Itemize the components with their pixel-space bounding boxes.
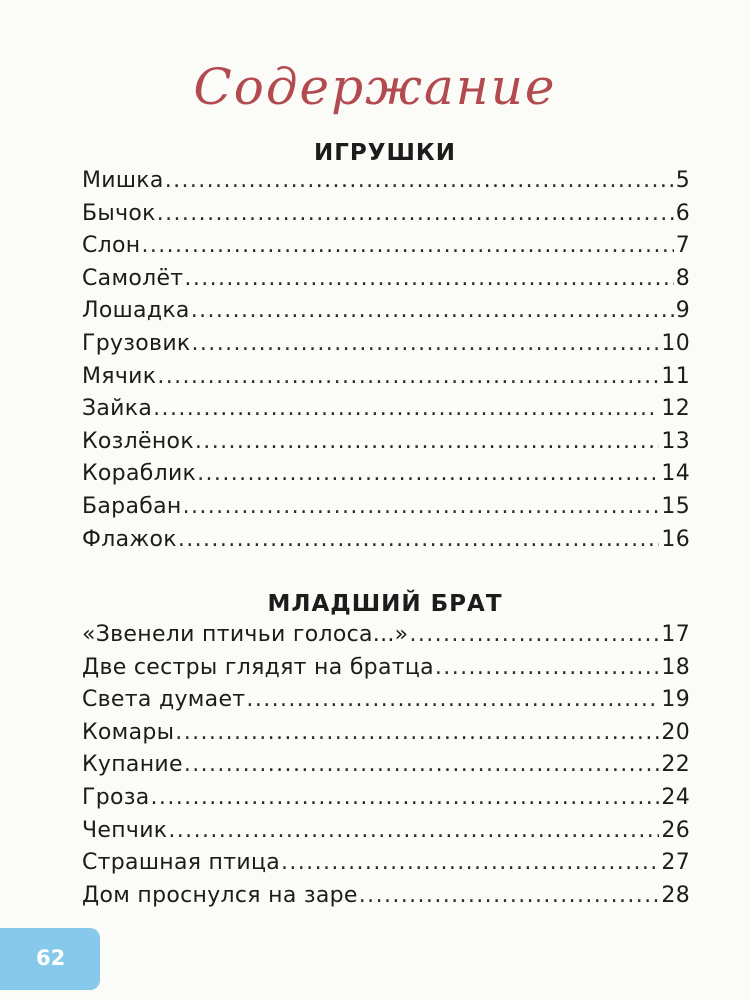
toc-entry-page-number: 5 bbox=[675, 168, 690, 193]
page-title: Содержание bbox=[193, 58, 557, 116]
toc-entry-page-number: 13 bbox=[661, 428, 690, 454]
toc-entry-page-number: 8 bbox=[675, 265, 690, 291]
toc-entry[interactable] bbox=[82, 850, 690, 883]
dot-leader bbox=[192, 331, 660, 356]
toc-list-toys bbox=[82, 168, 690, 559]
toc-entry-title: Комары bbox=[82, 719, 175, 745]
toc-entry[interactable] bbox=[82, 461, 690, 494]
toc-entry-page-number: 7 bbox=[675, 233, 690, 259]
toc-entry[interactable] bbox=[82, 720, 690, 753]
toc-entry-title: Лошадка bbox=[82, 298, 190, 324]
toc-entry-page-number: 19 bbox=[661, 687, 690, 713]
toc-entry-title: Кораблик bbox=[82, 461, 197, 487]
toc-entry-title: «Звенели птичьи голоса...» bbox=[82, 622, 409, 647]
toc-entry[interactable] bbox=[82, 622, 690, 655]
toc-entry-title: Гроза bbox=[82, 784, 150, 810]
toc-entry[interactable] bbox=[82, 201, 690, 234]
toc-entry-title: Козлёнок bbox=[82, 428, 194, 454]
toc-entry-page-number: 10 bbox=[661, 330, 690, 356]
toc-entry[interactable] bbox=[82, 785, 690, 818]
dot-leader bbox=[281, 850, 659, 875]
toc-entry-page-number: 15 bbox=[661, 493, 690, 519]
toc-entry[interactable] bbox=[82, 752, 690, 785]
toc-entry[interactable] bbox=[82, 527, 690, 560]
toc-entry-page-number: 28 bbox=[661, 882, 690, 908]
toc-entry-page-number: 6 bbox=[675, 200, 690, 226]
dot-leader bbox=[246, 687, 659, 712]
toc-entry-page-number: 14 bbox=[661, 461, 690, 487]
toc-entry[interactable] bbox=[82, 298, 690, 331]
page-number-tab bbox=[0, 928, 100, 990]
dot-leader bbox=[157, 364, 659, 389]
dot-leader bbox=[184, 266, 673, 291]
toc-entry-title: Дом проснулся на заре bbox=[82, 882, 358, 908]
toc-entry-title: Страшная птица bbox=[82, 850, 280, 876]
dot-leader bbox=[359, 883, 660, 908]
toc-entry[interactable] bbox=[82, 364, 690, 397]
toc-entry-title: Мишка bbox=[82, 168, 164, 193]
dot-leader bbox=[151, 785, 660, 810]
toc-entry-page-number: 18 bbox=[661, 654, 690, 680]
toc-entry[interactable] bbox=[82, 331, 690, 364]
dot-leader bbox=[178, 527, 660, 552]
toc-entry-page-number: 9 bbox=[675, 298, 690, 324]
dot-leader bbox=[157, 201, 674, 226]
dot-leader bbox=[168, 818, 659, 843]
toc-entry-page-number: 20 bbox=[661, 719, 690, 745]
dot-leader bbox=[175, 720, 659, 745]
toc-entry[interactable] bbox=[82, 168, 690, 201]
toc-entry-page-number: 26 bbox=[661, 817, 690, 843]
section-title-toys: ИГРУШКИ bbox=[314, 140, 456, 166]
dot-leader bbox=[141, 233, 673, 258]
toc-entry-page-number: 17 bbox=[661, 622, 690, 647]
toc-entry-page-number: 27 bbox=[661, 850, 690, 876]
toc-entry[interactable] bbox=[82, 655, 690, 688]
dot-leader bbox=[165, 168, 674, 193]
toc-list-younger-brother bbox=[82, 622, 690, 915]
toc-entry-page-number: 24 bbox=[661, 784, 690, 810]
dot-leader bbox=[435, 655, 659, 680]
toc-entry-page-number: 16 bbox=[661, 526, 690, 552]
toc-entry-title: Бычок bbox=[82, 200, 156, 226]
dot-leader bbox=[183, 494, 660, 519]
toc-entry[interactable] bbox=[82, 687, 690, 720]
toc-entry-title: Две сестры глядят на братца bbox=[82, 654, 434, 680]
toc-entry-page-number: 11 bbox=[661, 363, 690, 389]
section-title-younger-brother: МЛАДШИЙ БРАТ bbox=[267, 591, 503, 617]
dot-leader bbox=[409, 622, 659, 647]
toc-entry-title: Зайка bbox=[82, 396, 153, 422]
toc-entry-title: Слон bbox=[82, 233, 141, 259]
toc-entry[interactable] bbox=[82, 883, 690, 916]
toc-entry[interactable] bbox=[82, 233, 690, 266]
toc-entry-page-number: 12 bbox=[661, 396, 690, 422]
toc-entry[interactable] bbox=[82, 429, 690, 462]
toc-entry[interactable] bbox=[82, 494, 690, 527]
dot-leader bbox=[195, 429, 659, 454]
toc-entry[interactable] bbox=[82, 396, 690, 429]
toc-entry-title: Самолёт bbox=[82, 265, 184, 291]
toc-entry[interactable] bbox=[82, 266, 690, 299]
toc-entry-page-number: 22 bbox=[661, 752, 690, 778]
dot-leader bbox=[184, 752, 660, 777]
toc-entry-title: Света думает bbox=[82, 687, 246, 713]
toc-entry-title: Барабан bbox=[82, 493, 182, 519]
toc-entry-title: Чепчик bbox=[82, 817, 168, 843]
toc-entry-title: Купание bbox=[82, 752, 183, 778]
dot-leader bbox=[191, 298, 674, 323]
toc-entry-title: Мячик bbox=[82, 363, 157, 389]
page-number: 62 bbox=[36, 946, 66, 970]
toc-entry-title: Флажок bbox=[82, 526, 177, 552]
dot-leader bbox=[153, 396, 659, 421]
dot-leader bbox=[197, 461, 659, 486]
toc-entry-title: Грузовик bbox=[82, 330, 191, 356]
toc-entry[interactable] bbox=[82, 818, 690, 851]
